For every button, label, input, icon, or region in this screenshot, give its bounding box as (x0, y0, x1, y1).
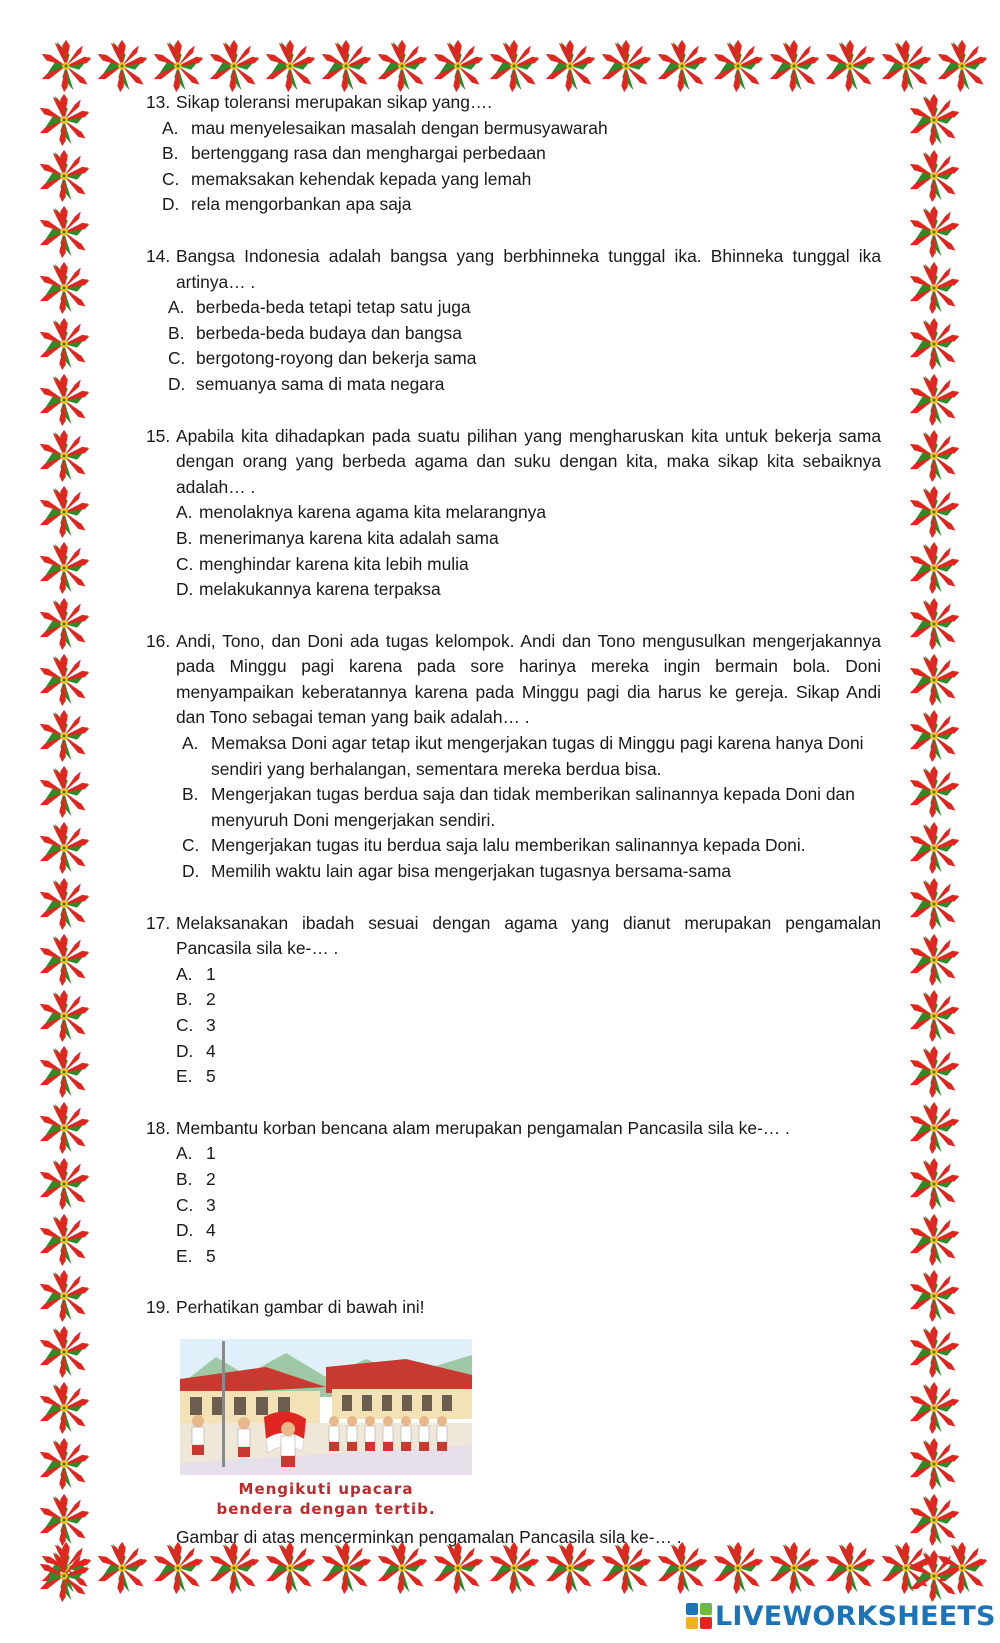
question-13 (146, 90, 881, 218)
poinsettia-flower-icon (906, 820, 962, 876)
poinsettia-flower-icon (906, 876, 962, 932)
question-text: Sikap toleransi merupakan sikap yang…. (176, 92, 493, 112)
option-text: bergotong-royong dan bekerja sama (196, 348, 477, 369)
option-letter: C. (182, 835, 200, 856)
question-17 (146, 911, 881, 1090)
option-b[interactable] (176, 987, 881, 1013)
flower-border-right (906, 92, 964, 1544)
option-text: mau menyelesaikan masalah dengan bermusyawarah (191, 117, 608, 138)
option-c[interactable] (168, 346, 881, 372)
question-14 (146, 244, 881, 398)
liveworksheets-logo[interactable] (686, 1601, 996, 1631)
poinsettia-flower-icon (262, 38, 318, 94)
option-letter: C. (162, 168, 180, 189)
question-text: Andi, Tono, dan Doni ada tugas kelompok. Andi dan Tono mengusulkan mengerjakannya pada Minggu pagi karena pada sore harinya mereka ingin bermain bola. Doni menyampaikan keberatannya karena pada Minggu pagi dia harus ke gereja. Sikap Andi dan Tono sebagai teman yang baik adalah… . (176, 630, 881, 728)
poinsettia-flower-icon (598, 38, 654, 94)
poinsettia-flower-icon (906, 764, 962, 820)
option-e[interactable] (176, 1064, 881, 1090)
question-number: 19. (146, 1297, 171, 1318)
option-letter: E. (176, 1066, 193, 1087)
option-d[interactable] (176, 1218, 881, 1244)
poinsettia-flower-icon (766, 38, 822, 94)
option-text: 1 (206, 963, 216, 984)
option-letter: D. (176, 579, 194, 600)
option-text: menolaknya karena agama kita melarangnya (199, 502, 547, 523)
poinsettia-flower-icon (36, 1044, 92, 1100)
option-text: 4 (206, 1040, 216, 1061)
poinsettia-flower-icon (906, 92, 962, 148)
poinsettia-flower-icon (36, 764, 92, 820)
poinsettia-flower-icon (36, 932, 92, 988)
poinsettia-flower-icon (36, 92, 92, 148)
option-text: melakukannya karena terpaksa (199, 579, 441, 600)
flag-ceremony-image (176, 1335, 476, 1517)
option-d[interactable] (182, 859, 881, 885)
option-letter: D. (168, 373, 186, 394)
poinsettia-flower-icon (906, 484, 962, 540)
option-letter: B. (176, 989, 193, 1010)
option-c[interactable] (176, 1193, 881, 1219)
poinsettia-flower-icon (878, 38, 934, 94)
question-followup-text: Gambar di atas mencerminkan pengamalan Pancasila sila ke-… . (176, 1526, 682, 1547)
poinsettia-flower-icon (36, 372, 92, 428)
option-text: Mengerjakan tugas itu berdua saja lalu memberikan salinannya kepada Doni. (211, 835, 806, 856)
option-letter: D. (176, 1220, 194, 1241)
poinsettia-flower-icon (906, 316, 962, 372)
option-text: memaksakan kehendak kepada yang lemah (191, 168, 532, 189)
option-text: Memaksa Doni agar tetap ikut mengerjakan tugas di Minggu pagi karena hanya Doni sendiri yang berhalangan, sementara mereka berdua bisa. (211, 733, 864, 779)
poinsettia-flower-icon (36, 1212, 92, 1268)
option-a[interactable] (176, 500, 881, 526)
worksheet-content (146, 90, 881, 1551)
poinsettia-flower-icon (36, 1156, 92, 1212)
poinsettia-flower-icon (906, 1100, 962, 1156)
poinsettia-flower-icon (206, 38, 262, 94)
question-15 (146, 424, 881, 603)
poinsettia-flower-icon (906, 428, 962, 484)
poinsettia-flower-icon (36, 204, 92, 260)
option-text: Memilih waktu lain agar bisa mengerjakan tugasnya bersama-sama (211, 861, 732, 882)
poinsettia-flower-icon (36, 988, 92, 1044)
option-d[interactable] (176, 577, 881, 603)
poinsettia-flower-icon (486, 38, 542, 94)
poinsettia-flower-icon (542, 38, 598, 94)
poinsettia-flower-icon (36, 1100, 92, 1156)
option-text: rela mengorbankan apa saja (191, 194, 412, 215)
poinsettia-flower-icon (906, 596, 962, 652)
poinsettia-flower-icon (36, 316, 92, 372)
option-text: berbeda-beda tetapi tetap satu juga (196, 297, 471, 318)
poinsettia-flower-icon (38, 38, 94, 94)
question-text: Apabila kita dihadapkan pada suatu pilihan yang mengharuskan kita untuk bekerja sama dengan orang yang berbeda agama dan suku dengan kita, maka sikap kita sebaiknya adalah… . (176, 425, 881, 497)
option-a[interactable] (168, 295, 881, 321)
poinsettia-flower-icon (906, 1548, 962, 1604)
option-text: 2 (206, 1168, 216, 1189)
option-text: 3 (206, 1194, 216, 1215)
question-text: Membantu korban bencana alam merupakan pengamalan Pancasila sila ke-… . (176, 1117, 790, 1138)
poinsettia-flower-icon (906, 652, 962, 708)
option-letter: B. (176, 527, 193, 548)
option-d[interactable] (162, 192, 881, 218)
poinsettia-flower-icon (36, 428, 92, 484)
option-letter: A. (176, 1143, 193, 1164)
poinsettia-flower-icon (654, 38, 710, 94)
option-d[interactable] (168, 372, 881, 398)
option-letter: A. (176, 963, 193, 984)
option-letter: D. (162, 194, 180, 215)
poinsettia-flower-icon (906, 1268, 962, 1324)
image-caption-line-2: bendera dengan tertib. (216, 1499, 436, 1518)
question-19 (146, 1295, 881, 1550)
option-letter: B. (182, 784, 199, 805)
option-letter: C. (176, 553, 194, 574)
question-number: 14. (146, 245, 171, 266)
image-caption-line-1: Mengikuti upacara (238, 1479, 414, 1498)
poinsettia-flower-icon (94, 38, 150, 94)
option-text: 2 (206, 989, 216, 1010)
poinsettia-flower-icon (906, 204, 962, 260)
option-text: semuanya sama di mata negara (196, 373, 445, 394)
option-a[interactable] (176, 962, 881, 988)
poinsettia-flower-icon (906, 1212, 962, 1268)
question-number: 15. (146, 425, 171, 446)
poinsettia-flower-icon (36, 652, 92, 708)
poinsettia-flower-icon (430, 38, 486, 94)
option-text: bertenggang rasa dan menghargai perbedaan (191, 143, 546, 164)
option-b[interactable] (168, 321, 881, 347)
option-letter: E. (176, 1245, 193, 1266)
poinsettia-flower-icon (36, 1268, 92, 1324)
flower-border-left (36, 92, 94, 1544)
poinsettia-flower-icon (906, 932, 962, 988)
option-text: menghindar karena kita lebih mulia (199, 553, 469, 574)
poinsettia-flower-icon (906, 1492, 962, 1548)
option-letter: B. (176, 1168, 193, 1189)
option-text: 5 (206, 1066, 216, 1087)
poinsettia-flower-icon (906, 540, 962, 596)
question-number: 13. (146, 92, 171, 112)
option-letter: A. (168, 297, 185, 318)
option-letter: C. (176, 1015, 194, 1035)
option-b[interactable] (176, 1167, 881, 1193)
option-b[interactable] (182, 782, 881, 833)
question-number: 16. (146, 630, 171, 651)
option-c[interactable] (176, 1013, 881, 1039)
option-text: Mengerjakan tugas berdua saja dan tidak memberikan salinannya kepada Doni dan menyuruh Doni mengerjakan sendiri. (211, 784, 855, 830)
question-number: 17. (146, 912, 171, 933)
poinsettia-flower-icon (36, 876, 92, 932)
option-c[interactable] (176, 552, 881, 578)
question-text: Perhatikan gambar di bawah ini! (176, 1297, 425, 1318)
poinsettia-flower-icon (906, 708, 962, 764)
poinsettia-flower-icon (906, 260, 962, 316)
option-letter: C. (168, 348, 186, 369)
option-letter: A. (182, 733, 199, 754)
poinsettia-flower-icon (906, 1044, 962, 1100)
option-letter: C. (176, 1194, 194, 1215)
option-text: berbeda-beda budaya dan bangsa (196, 322, 462, 343)
option-letter: D. (182, 861, 200, 882)
poinsettia-flower-icon (906, 988, 962, 1044)
poinsettia-flower-icon (36, 540, 92, 596)
image-caption (176, 1479, 476, 1519)
poinsettia-flower-icon (906, 372, 962, 428)
option-letter: B. (168, 322, 185, 343)
poinsettia-flower-icon (906, 1324, 962, 1380)
poinsettia-flower-icon (822, 38, 878, 94)
option-c[interactable] (182, 833, 881, 859)
poinsettia-flower-icon (36, 260, 92, 316)
option-text: menerimanya karena kita adalah sama (199, 527, 499, 548)
poinsettia-flower-icon (374, 38, 430, 94)
option-letter: A. (176, 502, 193, 523)
poinsettia-flower-icon (36, 1548, 92, 1604)
poinsettia-flower-icon (150, 38, 206, 94)
option-d[interactable] (176, 1039, 881, 1065)
poinsettia-flower-icon (36, 708, 92, 764)
poinsettia-flower-icon (36, 1380, 92, 1436)
option-a[interactable] (182, 731, 881, 782)
option-c[interactable] (162, 167, 881, 193)
poinsettia-flower-icon (36, 820, 92, 876)
option-a[interactable] (162, 116, 881, 142)
poinsettia-flower-icon (94, 1540, 150, 1596)
flower-border-top (38, 38, 962, 96)
poinsettia-flower-icon (906, 1380, 962, 1436)
question-number: 18. (146, 1117, 171, 1138)
question-18 (146, 1116, 881, 1270)
question-text: Bangsa Indonesia adalah bangsa yang berbhinneka tunggal ika. Bhinneka tunggal ika artinya… . (176, 245, 881, 292)
question-text: Melaksanakan ibadah sesuai dengan agama yang dianut merupakan pengamalan Pancasila sila ke-… . (176, 912, 881, 959)
option-e[interactable] (176, 1244, 881, 1270)
option-b[interactable] (162, 141, 881, 167)
option-text: 1 (206, 1143, 216, 1164)
logo-icon (686, 1603, 712, 1629)
option-text: 4 (206, 1220, 216, 1241)
option-letter: A. (162, 117, 179, 138)
poinsettia-flower-icon (934, 38, 990, 94)
poinsettia-flower-icon (36, 1324, 92, 1380)
poinsettia-flower-icon (36, 1492, 92, 1548)
poinsettia-flower-icon (36, 596, 92, 652)
poinsettia-flower-icon (906, 1156, 962, 1212)
option-text: 5 (206, 1245, 216, 1266)
option-a[interactable] (176, 1141, 881, 1167)
logo-text: LIVEWORKSHEETS (715, 1600, 996, 1632)
poinsettia-flower-icon (906, 1436, 962, 1492)
question-16 (146, 629, 881, 885)
poinsettia-flower-icon (710, 38, 766, 94)
option-letter: B. (162, 143, 179, 164)
poinsettia-flower-icon (36, 1436, 92, 1492)
option-text: 3 (206, 1015, 216, 1035)
option-b[interactable] (176, 526, 881, 552)
poinsettia-flower-icon (36, 484, 92, 540)
poinsettia-flower-icon (36, 148, 92, 204)
poinsettia-flower-icon (906, 148, 962, 204)
option-letter: D. (176, 1040, 194, 1061)
poinsettia-flower-icon (318, 38, 374, 94)
